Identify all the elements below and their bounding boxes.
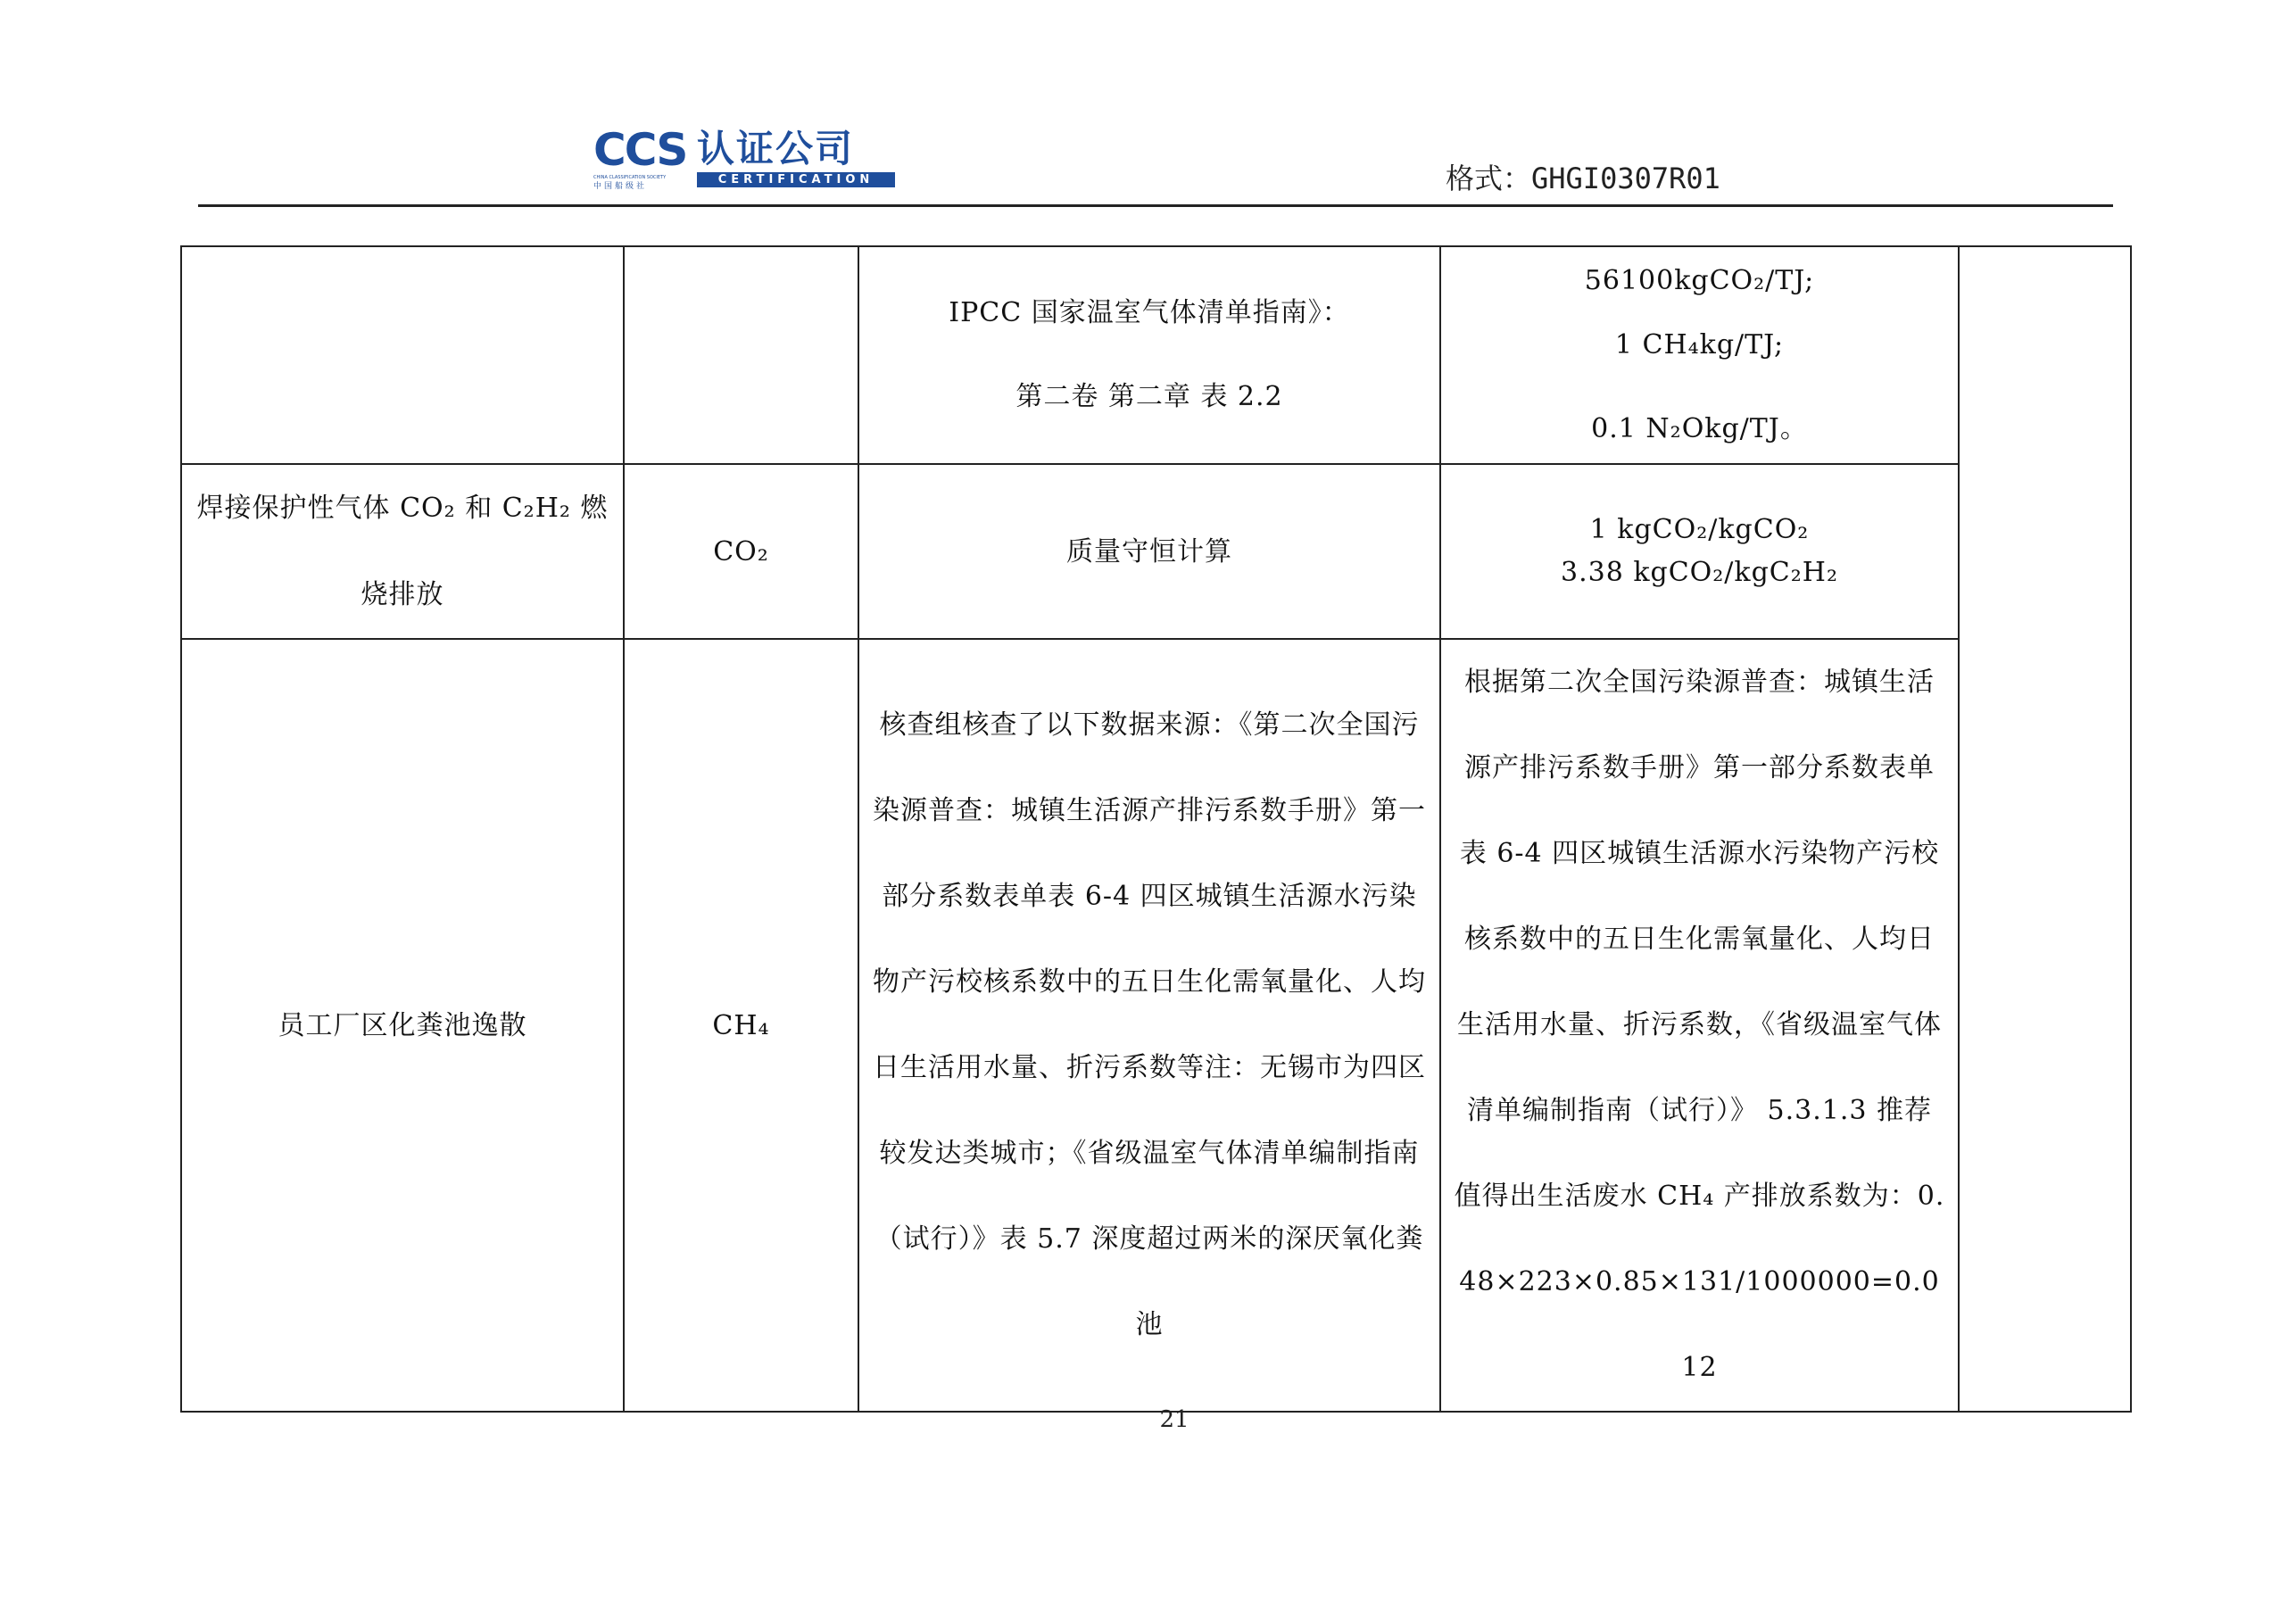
emission-factor-line: 56100kgCO₂/TJ; xyxy=(1584,265,1815,296)
logo-certification-bar: CERTIFICATION xyxy=(697,172,895,187)
emission-source-cell: 员工厂区化粪池逸散 xyxy=(181,639,624,1412)
emission-factor-cell: 根据第二次全国污染源普查：城镇生活源产排污系数手册》第一部分系数表单表 6-4 四区城镇生活源水污染物产污校核系数中的五日生化需氧量化、人均日生活用水量、折污系数，《省级温室气体清单编制指南（试行）》 5.3.1.3 推荐值得出生活废水 CH₄ 产排放系数为：0.48×223×0.85×131/1000000=0.012 xyxy=(1440,639,1959,1412)
remark-cell xyxy=(1959,246,2131,1412)
gas-type-cell: CH₄ xyxy=(624,639,858,1412)
emission-factor-table xyxy=(180,245,2132,1413)
logo-subtitle xyxy=(593,175,692,192)
data-source-cell: 质量守恒计算 xyxy=(858,464,1440,639)
gas-type-cell xyxy=(624,246,858,464)
table-row xyxy=(181,464,2131,639)
logo-ccs-text: CCS xyxy=(593,124,687,176)
line-gap xyxy=(872,334,1427,377)
emission-factor-line: 3.38 kgCO₂/kgC₂H₂ xyxy=(1561,557,1838,588)
emission-factor-line: 0.1 N₂Okg/TJ。 xyxy=(1591,413,1808,444)
company-logo xyxy=(593,125,901,189)
logo-subtitle-cn: 中国船级社 xyxy=(593,182,648,191)
emission-factor-line: 1 kgCO₂/kgCO₂ xyxy=(1589,514,1810,545)
logo-chinese-text: 认证公司 xyxy=(697,127,855,170)
gas-type-cell: CO₂ xyxy=(624,464,858,639)
emission-source-cell: 焊接保护性气体 CO₂ 和 C₂H₂ 燃烧排放 xyxy=(181,464,624,639)
table-row xyxy=(181,639,2131,1412)
table-row xyxy=(181,246,2131,464)
emission-factor-cell xyxy=(1440,464,1959,639)
format-code: 格式：GHGI0307R01 xyxy=(1446,162,1720,195)
data-source-cell xyxy=(858,246,1440,464)
data-source-cell: 核查组核查了以下数据来源：《第二次全国污染源普查：城镇生活源产排污系数手册》第一部分系数表单表 6-4 四区城镇生活源水污染物产污校核系数中的五日生化需氧量化、人均日生活用水量、折污系数等注：无锡市为四区较发达类城市；《省级温室气体清单编制指南（试行）》表 5.7 深度超过两米的深厌氧化粪池 xyxy=(858,639,1440,1412)
data-source-line: IPCC 国家温室气体清单指南》： xyxy=(949,297,1350,328)
header-divider xyxy=(198,204,2113,207)
data-source-line: 第二卷 第二章 表 2.2 xyxy=(1015,381,1283,412)
page-number: 21 xyxy=(1159,1406,1189,1433)
emission-source-cell xyxy=(181,246,624,464)
emission-factor-line: 1 CH₄kg/TJ; xyxy=(1614,329,1785,360)
logo-subtitle-en: CHINA CLASSIFICATION SOCIETY xyxy=(593,175,667,180)
emission-factor-cell xyxy=(1440,246,1959,464)
